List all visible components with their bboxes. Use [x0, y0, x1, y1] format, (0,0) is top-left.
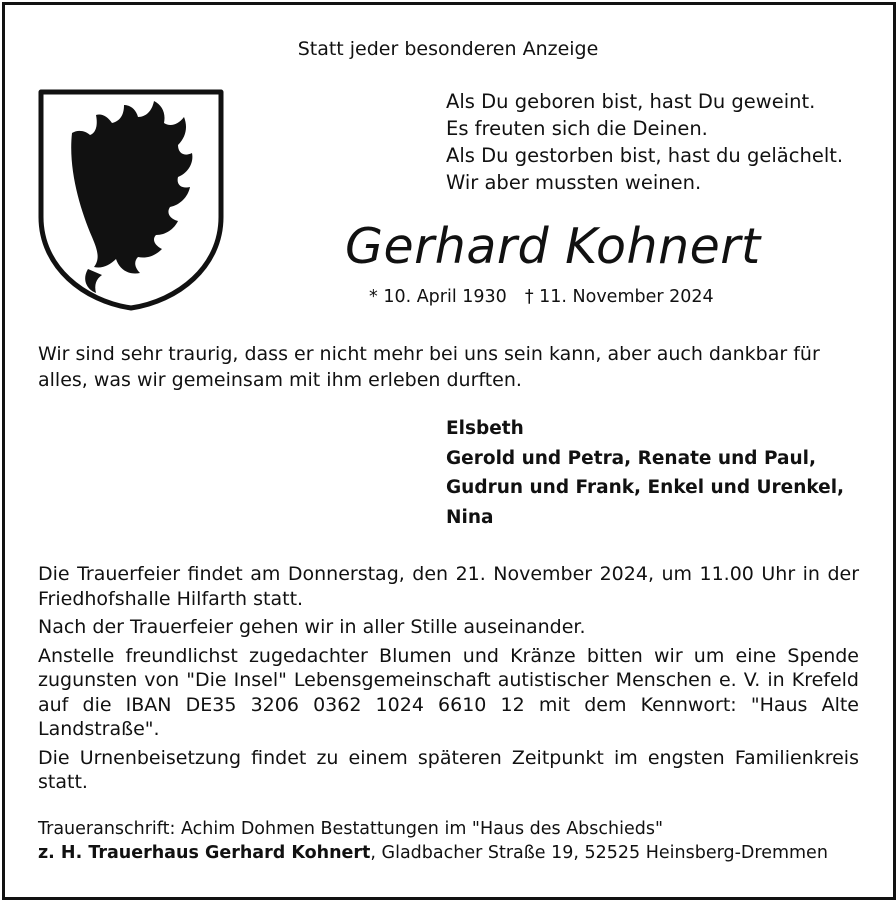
poem [446, 88, 843, 196]
survivor-line: Nina [446, 506, 494, 528]
survivor-line: Elsbeth [446, 418, 524, 439]
coat-of-arms-icon [38, 89, 224, 311]
address-line-2 [38, 841, 828, 865]
poem-line: Als Du gestorben bist, hast du gelächelt. [446, 144, 844, 167]
stillness-notice: Nach der Trauerfeier gehen wir in aller Stille auseinander. [38, 616, 586, 638]
poem-line: Als Du geboren bist, hast Du geweint. [446, 90, 816, 113]
survivor-line: Gudrun und Frank, Enkel und Urenkel, [446, 477, 845, 498]
poem-line: Wir aber mussten weinen. [446, 171, 702, 194]
mourning-address [38, 817, 828, 865]
deceased-name: Gerhard Kohnert [345, 218, 761, 275]
poem-line: Es freuten sich die Deinen. [446, 117, 708, 140]
survivors-list [446, 414, 844, 532]
mourning-text: Wir sind sehr traurig, dass er nicht mehr bei uns sein kann, aber auch dankbar für alles, was wir gemeinsam mit ihm erleben durften. [38, 343, 820, 391]
antler-shape [71, 101, 192, 273]
survivor-line: Gerold und Petra, Renate und Paul, [446, 447, 817, 469]
birth-date: * 10. April 1930 [369, 287, 507, 307]
address-recipient: z. H. Trauerhaus Gerhard Kohnert [38, 843, 371, 863]
life-dates [369, 287, 714, 307]
funeral-service-notice: Die Trauerfeier findet am Donnerstag, den 21. November 2024, um 11.00 Uhr in der Friedhofshalle Hilfarth statt. [38, 563, 859, 610]
header-title: Statt jeder besonderen Anzeige [297, 38, 599, 60]
notice-paragraphs [38, 562, 859, 799]
address-street: , Gladbacher Straße 19, 52525 Heinsberg-Dremmen [370, 843, 828, 863]
donation-notice: Anstelle freundlichst zugedachter Blumen und Kränze bitten wir um eine Spende zugunsten von "Die Insel" Lebensgemeinschaft autistischer Menschen e. V. in Krefeld auf die IBAN DE35 3206 0362 1024 6610 12 mit dem Kennwort: "Haus Alte Landstraße". [38, 644, 859, 740]
address-line-1: Traueranschrift: Achim Dohmen Bestattungen im "Haus des Abschieds" [38, 819, 664, 839]
death-date: † 11. November 2024 [524, 287, 714, 307]
urn-burial-notice: Die Urnenbeisetzung findet zu einem späteren Zeitpunkt im engsten Familienkreis statt. [38, 746, 859, 793]
